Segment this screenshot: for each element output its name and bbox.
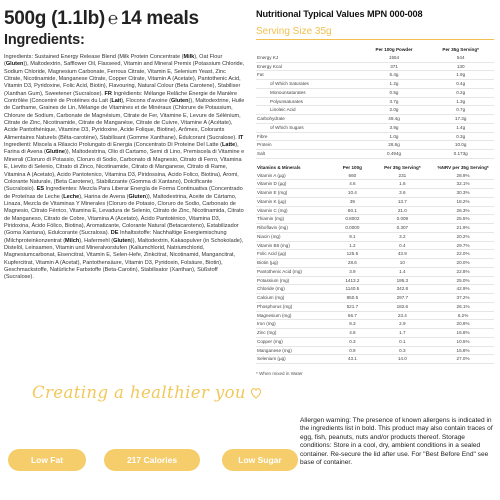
ingredient-segment: )), Maltodextrin, Kakaopulver (in Schokolade), Distelöl, Leinsamen, Vitamin und Mineralvorstufen (Kaliumchlorid, Natriumchlorid, Magnesiumcarbonat, Eisencitrat, Vitamin E, Selen-Hefe, Zinkcitrat, Nicotinamid, Mangancitrat, Kupfercitrat, Vitamin A (Acetat), Pantothensäure, Vitamin D3, Pyridoxin, Folsäure, Biotin), Geschmackstoffe, Natürliche Farbstoffe (Beta-Carotin), Stabilisator (Xanthan), Süßstoff (Sucralose). bbox=[4, 237, 244, 281]
vitamin-per-serving: 0.307 bbox=[373, 224, 433, 233]
ingredient-segment: Ingredienti: Miscela a Rilascio Prolungato di Energia (Concentrato Di Proteine Del Latte ( bbox=[4, 142, 222, 149]
nutrient-name: Fibre bbox=[256, 132, 361, 141]
allergen-term: ES bbox=[36, 186, 45, 193]
vitamin-per100: 66.7 bbox=[332, 311, 372, 320]
nutrition-header-name bbox=[256, 46, 361, 54]
vitamin-nrv: 26.3% bbox=[432, 206, 494, 215]
allergen-term: Leche bbox=[63, 193, 80, 200]
meal-count: 14 meals bbox=[120, 8, 199, 29]
vitamin-row bbox=[256, 294, 494, 303]
allergen-term: Gluten bbox=[5, 61, 24, 68]
nutrition-row bbox=[256, 71, 494, 80]
vitamin-per-serving: 43.9 bbox=[373, 250, 433, 259]
allergen-term: Glutine bbox=[45, 149, 65, 156]
vitamin-per100: 0.8002 bbox=[332, 215, 372, 224]
vitamin-name: Vitamin K (µg) bbox=[256, 197, 332, 206]
vitamin-nrv: 6.2% bbox=[432, 311, 494, 320]
vitamin-per-serving: 1.6 bbox=[373, 180, 433, 189]
per-serving-value: 0.2g bbox=[427, 88, 494, 97]
vitamin-per100: 43.1 bbox=[332, 355, 372, 364]
vitamin-nrv: 32.1% bbox=[432, 180, 494, 189]
ingredient-segment: )), Maltodextrina, Aceite de Cártamo, Linaza, Mezcla de Vitaminas Y Minerales (Cloruro de Potasio, Cloruro de Sodio, Carbonato de Magnesio, Citrato Férrico, Vitamina E, Levadura de Selenio, Citrato de Zinc, Nicotinamida, Citrato de Manganeso, Citrato de Cobre, Vitamina A (Acetato), Ácido Pantoténico, Vitamina D3, Piridoxina, Ácido Fólico, Biotina), Aromatizante, Colorante Natural (Betacaroteno), Estabilizador (Goma Xantana), Edulcorante (Sucralosa). bbox=[4, 193, 244, 237]
per100-value: 371 bbox=[361, 62, 428, 71]
vitamin-row bbox=[256, 276, 494, 285]
vitamin-nrv: 30.3% bbox=[432, 189, 494, 198]
per100-value: 5.4g bbox=[361, 71, 428, 80]
ingredients-heading: Ingredients: bbox=[4, 32, 85, 48]
vitamin-per100: 0.9 bbox=[332, 346, 372, 355]
allergen-term: Gluten bbox=[113, 237, 131, 244]
vitamin-per-serving: 10 bbox=[373, 259, 433, 268]
per100-value: 3.9g bbox=[361, 123, 428, 132]
vitamin-row bbox=[256, 337, 494, 346]
nutrition-row bbox=[256, 106, 494, 115]
per100-value: 1.0g bbox=[361, 132, 428, 141]
nutrient-name: Salt bbox=[256, 150, 361, 159]
nutrient-name: Carbohydrate bbox=[256, 115, 361, 124]
per100-value: 49.4g bbox=[361, 115, 428, 124]
vitamin-nrv: 25.5% bbox=[432, 215, 494, 224]
pack-weight: 500g (1.1lb) bbox=[4, 8, 105, 29]
vitamin-name: Phosphorus (mg) bbox=[256, 302, 332, 311]
nutrition-title: Nutritional Typical Values MPN 000-008 bbox=[256, 9, 423, 19]
vitamin-nrv: 10.5% bbox=[432, 337, 494, 346]
tagline bbox=[32, 383, 262, 402]
vitamin-name: Iron (mg) bbox=[256, 320, 332, 329]
vitamin-per-serving: 182.6 bbox=[373, 302, 433, 311]
vitamin-per100: 60.1 bbox=[332, 206, 372, 215]
vitamin-row bbox=[256, 311, 494, 320]
serving-divider bbox=[256, 39, 494, 40]
per-serving-value: 1.3g bbox=[427, 97, 494, 106]
vitamin-row bbox=[256, 215, 494, 224]
vitamin-row bbox=[256, 197, 494, 206]
ingredient-segment: )), Maltodestrina, Olio di Cartamo, Semi di Lino, Premiscela di Vitamine e Minerali (Cloruro di Potassio, Cloruro di Sodio, Carbonato di Magnesio, Citrato di Ferro, Vitamina E, Lievito di Selenio, Citrato di Zinco, Nicotinamide, Citrato di Manganese, Citrato di Rame, Vitamina A (Acetato), Acido Pantotenico, Vitamina D3, Piridossina, Acido Folico, Biotina), Aromi, Colorante Naturale, (Beta Carotene), Stabilizzante (Gomma di Xantano), Dolcificante (Sucralosio). bbox=[4, 149, 245, 193]
vitamin-name: Vitamin C (mg) bbox=[256, 206, 332, 215]
pack-headline bbox=[4, 8, 245, 30]
vitamin-per100: 8.3 bbox=[332, 320, 372, 329]
nutrition-header-row bbox=[256, 46, 494, 54]
vitamin-nrv: 15.8% bbox=[432, 346, 494, 355]
badge-low-fat: Low Fat bbox=[8, 449, 86, 471]
vitamin-per100: 3.9 bbox=[332, 267, 372, 276]
vitamin-name: Chloride (mg) bbox=[256, 285, 332, 294]
vitamin-row bbox=[256, 355, 494, 364]
nutrition-header-serving: Per 35g Serving* bbox=[442, 47, 479, 52]
nutrition-row bbox=[256, 150, 494, 159]
vitamin-per100: 660 bbox=[332, 172, 372, 180]
vitamin-name: Vitamin B6 (mg) bbox=[256, 241, 332, 250]
vitamin-name: Folic Acid (µg) bbox=[256, 250, 332, 259]
nutrition-row bbox=[256, 132, 494, 141]
vitamin-nrv: 37.2% bbox=[432, 294, 494, 303]
vitamin-per100: 1413.2 bbox=[332, 276, 372, 285]
vitamins-header-serving: Per 35g Serving* bbox=[384, 164, 421, 170]
vitamin-row bbox=[256, 189, 494, 198]
vitamin-per-serving: 23.4 bbox=[373, 311, 433, 320]
nutrition-row bbox=[256, 62, 494, 71]
estimated-sign: ℮ bbox=[107, 9, 118, 28]
vitamin-name: Vitamin D (µg) bbox=[256, 180, 332, 189]
nutrition-panel bbox=[256, 8, 494, 376]
vitamin-row bbox=[256, 172, 494, 180]
vitamin-per100: 850.5 bbox=[332, 294, 372, 303]
vitamin-row bbox=[256, 320, 494, 329]
nutrient-name: Polyunsaturates bbox=[256, 97, 361, 106]
allergen-term: Milch bbox=[65, 237, 80, 244]
vitamins-header-row bbox=[256, 164, 494, 172]
serving-size: Serving Size 35g bbox=[256, 26, 332, 37]
allergen-term: Lait bbox=[111, 98, 122, 105]
vitamin-per100: 1.2 bbox=[332, 241, 372, 250]
vitamin-nrv: 21.9% bbox=[432, 224, 494, 233]
ingredient-segment: Ingredientes: Mezcla Para Liberar Energía de Forma Continuativa (Concentrado de Proteínas de Leche ( bbox=[4, 186, 243, 200]
badge-calories: 217 Calories bbox=[104, 449, 200, 471]
vitamin-row bbox=[256, 329, 494, 338]
vitamin-per-serving: 195.3 bbox=[373, 276, 433, 285]
vitamin-name: Niacin (mg) bbox=[256, 232, 332, 241]
ingredients-text bbox=[4, 54, 245, 282]
vitamin-name: Biotin (µg) bbox=[256, 259, 332, 268]
vitamin-row bbox=[256, 206, 494, 215]
vitamin-row bbox=[256, 346, 494, 355]
vitamin-row bbox=[256, 285, 494, 294]
footnote: * When mixed in Water bbox=[256, 371, 303, 376]
left-column bbox=[4, 8, 245, 282]
per100-value: 2.0g bbox=[361, 106, 428, 115]
vitamin-row bbox=[256, 302, 494, 311]
ingredient-segment: )), Maltodextrin, Safflower Oil, Flaxseed, Vitamin and Mineral Premix (Potassium Chloride, Sodium Chloride, Magnesium Carbonate, Ferrous Citrate, Vitamin E, Selenium Yeast, Zinc Citrate, Nicotinamide, Manganese Citrate, Copper Citrate, Vitamin A (Acetate), Pantothenic Acid, Vitamin D3, Pyridoxine, Folic Acid, Biotin), Flavouring, Natural Colour (Beta Carotene), Stabiliser (Xanthan Gum), Sweetener (Sucralose). bbox=[4, 61, 245, 97]
ingredient-segment: Ingrédients: Mélange Relâche Énergie de Manière Contrôlée (Concentré de Protéines du Lait ( bbox=[4, 90, 238, 105]
nutrition-row bbox=[256, 115, 494, 124]
vitamin-nrv: 29.7% bbox=[432, 241, 494, 250]
vitamin-per-serving: 0.1 bbox=[373, 337, 433, 346]
per100-value: 28.6g bbox=[361, 141, 428, 150]
heart-icon bbox=[250, 386, 262, 400]
vitamin-nrv: 42.9% bbox=[432, 285, 494, 294]
vitamin-name: Vitamin A (µg) bbox=[256, 172, 332, 180]
allergen-term: Gluten bbox=[128, 193, 147, 200]
nutrient-name: of Which Saturates bbox=[256, 80, 361, 89]
vitamin-name: Zinc (mg) bbox=[256, 329, 332, 338]
vitamin-name: Manganese (mg) bbox=[256, 346, 332, 355]
nutrient-name: Linoleic Acid bbox=[256, 106, 361, 115]
vitamin-nrv: 22.0% bbox=[432, 250, 494, 259]
vitamin-name: Pantothenic Acid (mg) bbox=[256, 267, 332, 276]
vitamin-per-serving: 0.4 bbox=[373, 241, 433, 250]
vitamin-per100: 125.5 bbox=[332, 250, 372, 259]
vitamin-name: Selenium (µg) bbox=[256, 355, 332, 364]
per100-value: 1554 bbox=[361, 54, 428, 62]
vitamin-per-serving: 2.9 bbox=[373, 320, 433, 329]
vitamin-per-serving: 231 bbox=[373, 172, 433, 180]
ingredient-segment: ), Hafermehl ( bbox=[79, 237, 114, 244]
allergen-term: IT bbox=[238, 134, 244, 141]
vitamin-row bbox=[256, 259, 494, 268]
vitamin-per-serving: 1.7 bbox=[373, 329, 433, 338]
nutrition-row bbox=[256, 54, 494, 62]
vitamin-nrv: 20.0% bbox=[432, 259, 494, 268]
vitamin-row bbox=[256, 241, 494, 250]
ingredient-segment: ), Farina di Avena ( bbox=[4, 142, 239, 156]
vitamin-row bbox=[256, 232, 494, 241]
allergen-term: DE bbox=[110, 230, 119, 237]
tagline-text: Creating a healthier you bbox=[32, 383, 246, 402]
ingredient-segment: ), Oat Flour ( bbox=[4, 54, 223, 68]
vitamin-per-serving: 14.0 bbox=[373, 355, 433, 364]
vitamin-per-serving: 297.7 bbox=[373, 294, 433, 303]
per-serving-value: 0.3g bbox=[427, 132, 494, 141]
vitamin-per100: 39 bbox=[332, 197, 372, 206]
badge-low-sugar: Low Sugar bbox=[222, 449, 298, 471]
nutrient-name: Energy KJ bbox=[256, 54, 361, 62]
vitamin-nrv: 18.2% bbox=[432, 197, 494, 206]
vitamins-table bbox=[256, 164, 494, 364]
vitamin-name: Potassium (mg) bbox=[256, 276, 332, 285]
ingredient-segment: ), Flocons d'avoine ( bbox=[121, 98, 171, 105]
vitamin-name: Calcium (mg) bbox=[256, 294, 332, 303]
vitamin-per100: 521.7 bbox=[332, 302, 372, 311]
vitamin-per100: 0.0000 bbox=[332, 224, 372, 233]
per-serving-value: 17.3g bbox=[427, 115, 494, 124]
ingredient-segment: )), Maltodextrine, Huile de Carthame, Graines de Lin, Mélange de Vitamines et de Minéraux (Chlorure de Potassium, Chlorure de Sodium, Carbonate de Magnésium, Citrate de Fer, Vitamine E, Levure de Sélénium, Citrate de Zinc, Nicotinamide, Citrate de Manganèse, Citrate de Cuivre, Vitamine A (Acétate), Acide Pantothénique, Vitamine D3, Pyridoxine, Acide Folique, Biotine), Arômes, Colorants Alimentaires Naturels (Bêta-carotène), Stabilisant (Gomme Xanthane), Édulcorant (Sucralose). bbox=[4, 98, 245, 141]
per100-value: 0.5g bbox=[361, 88, 428, 97]
vitamin-name: Riboflavin (mg) bbox=[256, 224, 332, 233]
vitamin-per100: 10.4 bbox=[332, 189, 372, 198]
per-serving-value: 544 bbox=[427, 54, 494, 62]
per-serving-value: 130 bbox=[427, 62, 494, 71]
nutrition-header-per100: Per 100g Powder bbox=[375, 47, 413, 52]
vitamin-per-serving: 3.2 bbox=[373, 232, 433, 241]
nutrient-name: Fat bbox=[256, 71, 361, 80]
vitamin-name: Vitamin E (mg) bbox=[256, 189, 332, 198]
per-serving-value: 10.0g bbox=[427, 141, 494, 150]
per-serving-value: 0.173g bbox=[427, 150, 494, 159]
nutrition-table bbox=[256, 46, 494, 159]
vitamin-nrv: 20.2% bbox=[432, 232, 494, 241]
nutrition-row bbox=[256, 88, 494, 97]
per100-value: 0.494g bbox=[361, 150, 428, 159]
nutrition-row bbox=[256, 123, 494, 132]
per100-value: 1.2g bbox=[361, 80, 428, 89]
vitamins-header-name: Vitamins & Minerals bbox=[257, 164, 301, 170]
ingredient-segment: Ingredients: Sustained Energy Release Blend (Milk Protein Concentrate ( bbox=[4, 54, 184, 60]
vitamins-header-nrv: %NRV per 35g Serving* bbox=[437, 164, 489, 170]
vitamin-per100: 4.8 bbox=[332, 329, 372, 338]
allergen-storage-text: Allergen warning: The presence of known allergens is indicated in the ingredients list in bold. This product may also contain traces of egg, fish, peanuts, nuts and/or products thereof. Storage conditions: Store in a cool, dry, ambient conditions in a sealed container. Re-secure the lid after use. For "Best Before End" see base of container. bbox=[300, 417, 493, 467]
nutrient-name: Energy Kcal bbox=[256, 62, 361, 71]
vitamin-per100: 28.6 bbox=[332, 259, 372, 268]
vitamin-nrv: 16.8% bbox=[432, 329, 494, 338]
vitamin-name: Magnesium (mg) bbox=[256, 311, 332, 320]
vitamin-per-serving: 1.4 bbox=[373, 267, 433, 276]
vitamin-per-serving: 0.3 bbox=[373, 346, 433, 355]
vitamin-name: Thiamin (mg) bbox=[256, 215, 332, 224]
nutrient-name: Protein bbox=[256, 141, 361, 150]
allergen-term: Milk bbox=[183, 54, 195, 60]
vitamin-nrv: 22.8% bbox=[432, 267, 494, 276]
ingredient-segment: Inhaltsstoffe: Nachhaltige Energiemischung (Milchproteinkonzentrat ( bbox=[4, 230, 227, 244]
vitamin-per-serving: 3.6 bbox=[373, 189, 433, 198]
vitamin-per100: 1140.5 bbox=[332, 285, 372, 294]
allergen-term: Latte bbox=[221, 142, 236, 149]
allergen-term: FR bbox=[104, 90, 112, 97]
per-serving-value: 1.4g bbox=[427, 123, 494, 132]
vitamin-row bbox=[256, 250, 494, 259]
per-serving-value: 0.4g bbox=[427, 80, 494, 89]
nutrient-name: of Which Sugars bbox=[256, 123, 361, 132]
per100-value: 3.7g bbox=[361, 97, 428, 106]
vitamin-row bbox=[256, 224, 494, 233]
vitamin-per100: 4.6 bbox=[332, 180, 372, 189]
vitamin-per100: 0.3 bbox=[332, 337, 372, 346]
nutrition-row bbox=[256, 141, 494, 150]
vitamin-per-serving: 0.009 bbox=[373, 215, 433, 224]
nutrition-row bbox=[256, 97, 494, 106]
vitamin-per-serving: 342.8 bbox=[373, 285, 433, 294]
vitamin-per-serving: 13.7 bbox=[373, 197, 433, 206]
per-serving-value: 0.7g bbox=[427, 106, 494, 115]
per-serving-value: 1.9g bbox=[427, 71, 494, 80]
vitamin-row bbox=[256, 267, 494, 276]
vitamins-header-per100: Per 100g bbox=[342, 164, 362, 170]
allergen-term: Gluten bbox=[170, 98, 189, 105]
vitamin-per-serving: 21.0 bbox=[373, 206, 433, 215]
vitamin-nrv: 20.8% bbox=[432, 320, 494, 329]
vitamin-nrv: 28.9% bbox=[432, 172, 494, 180]
nutrient-name: Monounsaturates bbox=[256, 88, 361, 97]
vitamin-row bbox=[256, 180, 494, 189]
ingredient-segment: ), Harina de Avena ( bbox=[79, 193, 129, 200]
vitamin-nrv: 25.0% bbox=[432, 276, 494, 285]
vitamin-name: Copper (mg) bbox=[256, 337, 332, 346]
vitamin-per100: 9.1 bbox=[332, 232, 372, 241]
nutrition-row bbox=[256, 80, 494, 89]
vitamin-nrv: 26.1% bbox=[432, 302, 494, 311]
vitamin-nrv: 27.0% bbox=[432, 355, 494, 364]
badges-row bbox=[8, 449, 298, 471]
